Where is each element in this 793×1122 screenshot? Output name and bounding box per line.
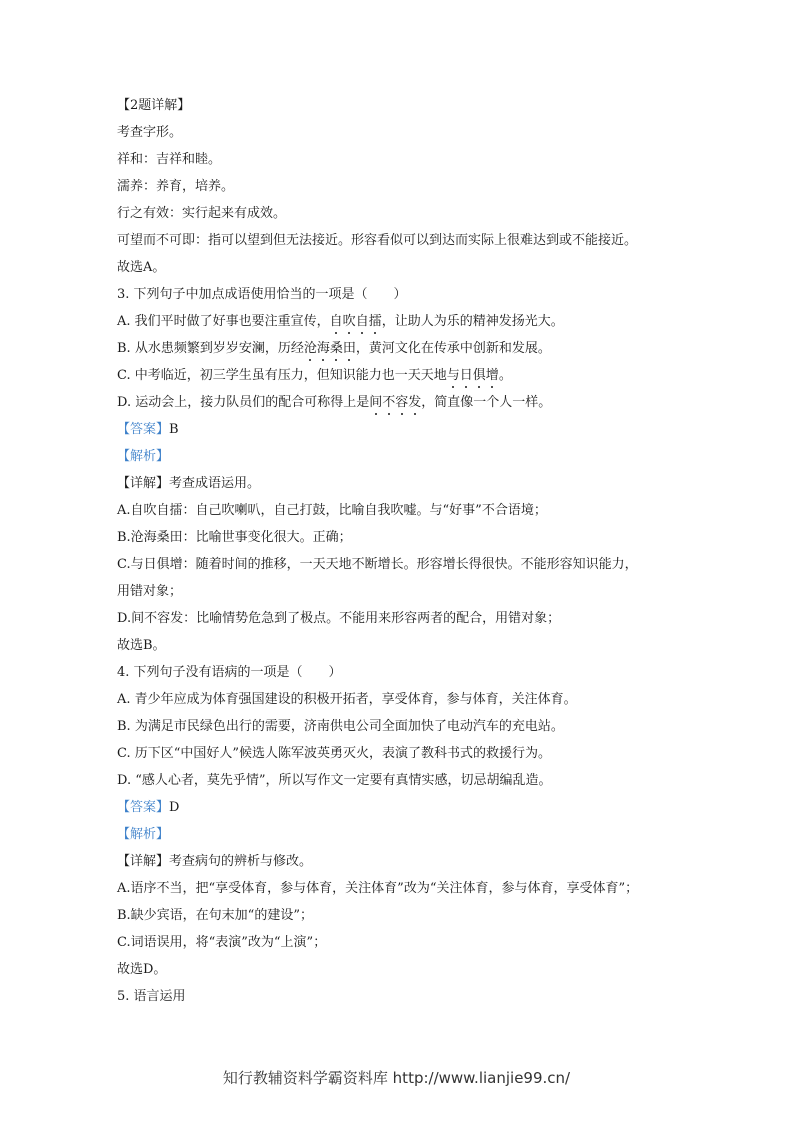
q3-option-a: A. 我们平时做了好事也要注重宣传，自吹自擂，让助人为乐的精神发扬光大。 [117,314,564,329]
answer-label: 【答案】 [117,800,170,815]
q4-explain-b: B.缺少宾语，在句末加“的建设”； [117,908,313,923]
q3-option-b: B. 从水患频繁到岁岁安澜，历经沧海桑田，黄河文化在传承中创新和发展。 [117,341,551,356]
q2-heading: 【2题详解】 [117,98,191,113]
q4-explain-c: C.词语误用，将“表演”改为“上演”； [117,935,327,950]
q3-explain-c-1: C.与日俱增：随着时间的推移，一天天地不断增长。形容增长得很快。不能形容知识能力， [117,557,638,572]
footer-watermark: 知行教辅资料学霸资料库 http://www.lianjie99.cn/ [222,1069,571,1087]
q4-explain-a: A.语序不当，把“享受体育，参与体育，关注体育”改为“关注体育，参与体育，享受体育”； [117,881,639,896]
q3-explain-d: D.间不容发：比喻情势危急到了极点。不能用来形容两者的配合，用错对象； [117,611,561,626]
q3-analysis-label: 【解析】 [117,449,170,464]
q2-line-4: 可望而不可即：指可以望到但无法接近。形容看似可以到达而实际上很难达到或不能接近。 [117,233,638,248]
q3-explain-a: A.自吹自擂：自己吹喇叭，自己打鼓，比喻自我吹嘘。与“好事”不合语境； [117,503,547,518]
q4-analysis-label: 【解析】 [117,827,170,842]
q3-answer [117,416,677,443]
q4-option-a: A. 青少年应成为体育强国建设的积极开拓者，享受体育，参与体育，关注体育。 [117,692,577,707]
q2-line-1: 祥和：吉祥和睦。 [117,152,222,167]
q3-option-c: C. 中考临近，初三学生虽有压力，但知识能力也一天天地与日俱增。 [117,368,512,383]
q4-option-b: B. 为满足市民绿色出行的需要，济南供电公司全面加快了电动汽车的充电站。 [117,719,564,734]
q4-option-d: D. “感人心者，莫先乎情”，所以写作文一定要有真情实感，切忌胡编乱造。 [117,773,552,788]
document-body [117,92,677,1010]
q4-choose: 故选D。 [117,962,167,977]
q3-detail: 【详解】考查成语运用。 [117,476,261,491]
q2-line-2: 濡养：养育，培养。 [117,179,235,194]
answer-value: B [169,422,179,437]
q4-option-c: C. 历下区“中国好人”候选人陈军波英勇灭火，表演了教科书式的救援行为。 [117,746,552,761]
q3-explain-b: B.沧海桑田：比喻世事变化很大。正确； [117,530,352,545]
answer-value: D [169,800,180,815]
q5-stem: 5. 语言运用 [117,989,186,1004]
q3-explain-c-2: 用错对象； [117,584,183,599]
q2-line-3: 行之有效：实行起来有成效。 [117,206,287,221]
q3-option-d: D. 运动会上，接力队员们的配合可称得上是间不容发，简直像一个人一样。 [117,395,552,410]
q3-choose: 故选B。 [117,638,166,653]
q4-answer [117,794,677,821]
q4-detail: 【详解】考查病句的辨析与修改。 [117,854,313,869]
q3-stem: 3. 下列句子中加点成语使用恰当的一项是（ ） [117,287,407,302]
q4-stem: 4. 下列句子没有语病的一项是（ ） [117,665,342,680]
q2-intro: 考查字形。 [117,125,183,140]
answer-label: 【答案】 [117,422,170,437]
q2-choose: 故选A。 [117,260,166,275]
